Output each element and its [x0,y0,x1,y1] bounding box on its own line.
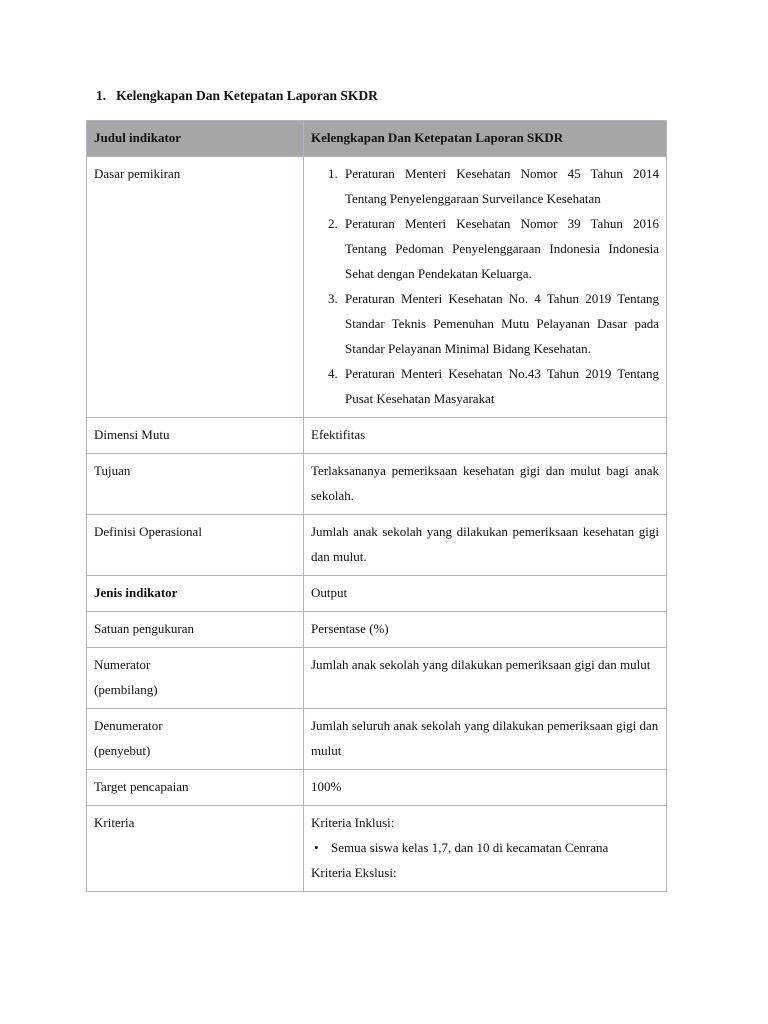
denumerator-sublabel: (penyebut) [94,743,151,758]
table-row [87,515,667,576]
table-row [87,648,667,709]
section-heading [96,88,378,104]
row-value-tujuan: Terlaksananya pemeriksaan kesehatan gigi dan mulut bagi anak sekolah. [304,454,667,515]
section-title: Kelengkapan Dan Ketepatan Laporan SKDR [116,88,378,103]
table-header-row [87,121,667,157]
row-value-dimensi: Efektifitas [304,418,667,454]
row-value-numerator: Jumlah anak sekolah yang dilakukan pemeriksaan gigi dan mulut [304,648,667,709]
table-row [87,806,667,892]
table-row [87,770,667,806]
indicator-table [86,120,667,892]
row-label-dasar: Dasar pemikiran [87,157,304,418]
list-item: 1. Peraturan Menteri Kesehatan Nomor 45 Tahun 2014 Tentang Penyelenggaraan Surveilance Kesehatan [341,161,659,211]
row-label-denumerator [87,709,304,770]
table-row [87,709,667,770]
regulation-list [311,161,659,411]
list-item: 2. Peraturan Menteri Kesehatan Nomor 39 Tahun 2016 Tentang Pedoman Penyelenggaraan Indonesia Indonesia Sehat dengan Pendekatan Keluarga. [341,211,659,286]
denumerator-label: Denumerator [94,718,163,733]
row-label-satuan: Satuan pengukuran [87,612,304,648]
section-number: 1. [96,88,107,103]
row-label-jenis: Jenis indikator [87,576,304,612]
row-label-definisi: Definisi Operasional [87,515,304,576]
list-item: 3. Peraturan Menteri Kesehatan No. 4 Tahun 2019 Tentang Standar Teknis Pemenuhan Mutu Pelayanan Dasar pada Standar Pelayanan Minimal Bidang Kesehatan. [341,286,659,361]
row-value-dasar [304,157,667,418]
list-item: 4. Peraturan Menteri Kesehatan No.43 Tahun 2019 Tentang Pusat Kesehatan Masyarakat [341,361,659,411]
row-label-kriteria: Kriteria [87,806,304,892]
row-value-kriteria [304,806,667,892]
table-row [87,612,667,648]
header-label: Judul indikator [87,121,304,157]
numerator-sublabel: (pembilang) [94,682,158,697]
table-row [87,418,667,454]
header-value: Kelengkapan Dan Ketepatan Laporan SKDR [304,121,667,157]
ekslusi-title: Kriteria Ekslusi: [311,865,397,880]
row-value-denumerator: Jumlah seluruh anak sekolah yang dilakukan pemeriksaan gigi dan mulut [304,709,667,770]
table-row [87,454,667,515]
list-item [314,835,659,860]
row-value-jenis: Output [304,576,667,612]
inklusi-list [311,835,659,860]
table-row [87,157,667,418]
row-label-target: Target pencapaian [87,770,304,806]
inklusi-item-text: Semua siswa kelas 1,7, dan 10 di kecamatan Cenrana [331,840,609,855]
row-value-definisi: Jumlah anak sekolah yang dilakukan pemeriksaan kesehatan gigi dan mulut. [304,515,667,576]
row-label-numerator [87,648,304,709]
row-value-satuan: Persentase (%) [304,612,667,648]
table-row [87,576,667,612]
row-label-dimensi: Dimensi Mutu [87,418,304,454]
row-value-target: 100% [304,770,667,806]
inklusi-title: Kriteria Inklusi: [311,815,395,830]
bullet-icon: • [314,840,319,855]
numerator-label: Numerator [94,657,151,672]
row-label-tujuan: Tujuan [87,454,304,515]
